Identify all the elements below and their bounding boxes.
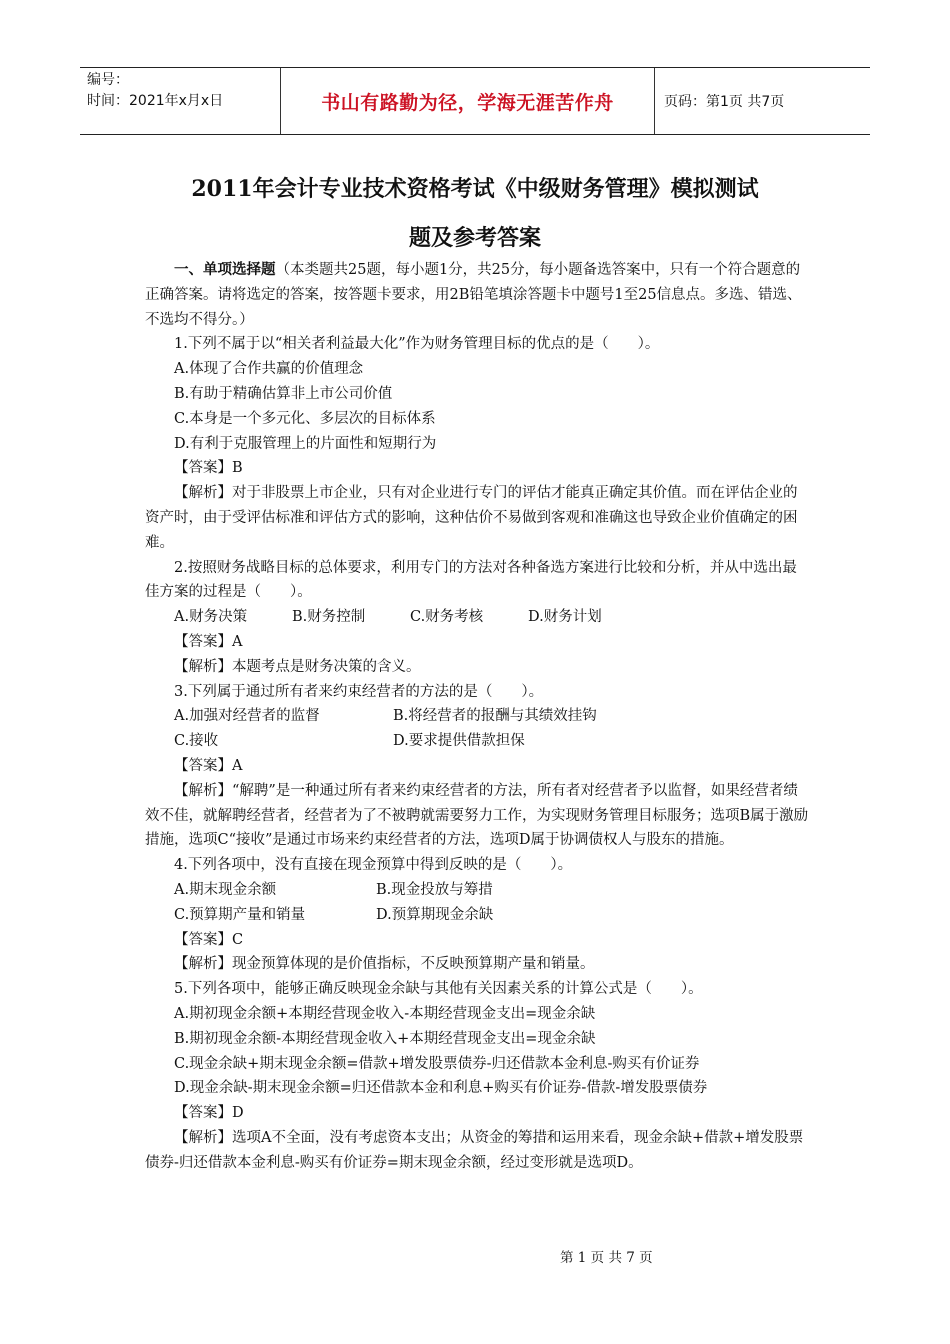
question-answer: 【答案】C xyxy=(174,931,244,948)
header-page-info: 页码：第1页 共7页 xyxy=(664,94,785,110)
page-footer: 第 1 页 共 7 页 xyxy=(560,1250,653,1266)
question-answer: 【答案】D xyxy=(174,1105,244,1122)
question-answer: 【答案】A xyxy=(174,757,243,774)
question-option: C.接收 xyxy=(174,733,219,750)
question-option: B.现金投放与筹措 xyxy=(376,881,493,898)
section-instructions: （本类题共25题，每小题1分，共25分，每小题备选答案中，只有一个符合题意的正确答案。请将选定的答案，按答题卡要求，用2B铅笔填涂答题卡中题号1至25信息点。多选、错选、不选均不得分。） xyxy=(145,262,802,328)
document-number: 编号： xyxy=(87,72,129,88)
question-option: A.期初现金余额+本期经营现金收入-本期经营现金支出=现金余缺 xyxy=(174,1005,596,1022)
question-analysis: 【解析】现金预算体现的是价值指标，不反映预算期产量和销量。 xyxy=(174,956,595,973)
question-option: B.财务控制 xyxy=(292,609,366,626)
question-option: A.体现了合作共赢的价值理念 xyxy=(174,361,364,378)
question-option: A.期末现金余额 xyxy=(174,881,277,898)
question-answer: 【答案】A xyxy=(174,633,243,650)
question-options-row xyxy=(145,729,811,754)
question-options-row xyxy=(145,878,811,903)
question-analysis: 【解析】对于非股票上市企业，只有对企业进行专门的评估才能真正确定其价值。而在评估企业的资产时，由于受评估标准和评估方式的影响，这种估价不易做到客观和准确这也导致企业价值确定的困难。 xyxy=(145,485,798,551)
document-body xyxy=(145,258,811,1175)
document-title-line1: 2011年会计专业技术资格考试《中级财务管理》模拟测试 xyxy=(191,176,759,202)
question-option: B.期初现金余额-本期经营现金收入+本期经营现金支出=现金余缺 xyxy=(174,1030,596,1047)
question-option: A.加强对经营者的监督 xyxy=(174,708,320,725)
question-answer: 【答案】B xyxy=(174,460,243,477)
document-date: 时间：2021年x月x日 xyxy=(87,93,224,109)
document-title-line2: 题及参考答案 xyxy=(408,225,541,251)
question-analysis: 【解析】本题考点是财务决策的含义。 xyxy=(174,658,421,675)
question-analysis: 【解析】选项A不全面，没有考虑资本支出；从资金的筹措和运用来看，现金余缺+借款+增发股票债券-归还借款本金利息-购买有价证券=期末现金余额，经过变形就是选项D。 xyxy=(145,1129,804,1171)
question-option: B.有助于精确估算非上市公司价值 xyxy=(174,385,393,402)
question-option: C.现金余缺+期末现金余额=借款+增发股票债券-归还借款本金利息-购买有价证券 xyxy=(174,1055,700,1072)
section-intro xyxy=(145,258,811,332)
question-option: C.预算期产量和销量 xyxy=(174,906,306,923)
question-stem: 5.下列各项中，能够正确反映现金余缺与其他有关因素关系的计算公式是（ ）。 xyxy=(174,981,703,998)
question-option: D.财务计划 xyxy=(528,609,602,626)
question-option: C.本身是一个多元化、多层次的目标体系 xyxy=(174,410,436,427)
question-option: C.财务考核 xyxy=(410,609,484,626)
question-stem: 2.按照财务战略目标的总体要求，利用专门的方法对各种备选方案进行比较和分析，并从中选出最佳方案的过程是（ ）。 xyxy=(145,559,797,601)
question-options-row xyxy=(145,704,811,729)
header-meta xyxy=(80,68,281,134)
question-option: D.预算期现金余缺 xyxy=(376,906,494,923)
page-header xyxy=(80,67,870,135)
question-stem: 1.下列不属于以“相关者利益最大化”作为财务管理目标的优点的是（ ）。 xyxy=(174,336,660,353)
question-analysis: 【解析】“解聘”是一种通过所有者来约束经营者的方法，所有者对经营者予以监督，如果经营者绩效不佳，就解聘经营者，经营者为了不被聘就需要努力工作，为实现财务管理目标服务；选项B属于激励措施，选项C“接收”是通过市场来约束经营者的方法，选项D属于协调债权人与股东的措施。 xyxy=(145,782,809,849)
question-stem: 3.下列属于通过所有者来约束经营者的方法的是（ ）。 xyxy=(174,683,544,700)
question-stem: 4.下列各项中，没有直接在现金预算中得到反映的是（ ）。 xyxy=(174,857,573,874)
question-option: D.现金余缺-期末现金余额=归还借款本金和利息+购买有价证券-借款-增发股票债券 xyxy=(174,1080,708,1097)
question-option: D.有利于克服管理上的片面性和短期行为 xyxy=(174,435,437,452)
section-heading: 一、单项选择题 xyxy=(174,261,276,278)
question-options-row xyxy=(145,605,811,630)
header-motto: 书山有路勤为径，学海无涯苦作舟 xyxy=(281,68,655,134)
question-option: B.将经营者的报酬与其绩效挂钩 xyxy=(393,708,597,725)
question-options-row xyxy=(145,903,811,928)
question-option: A.财务决策 xyxy=(174,609,248,626)
question-option: D.要求提供借款担保 xyxy=(393,733,525,750)
